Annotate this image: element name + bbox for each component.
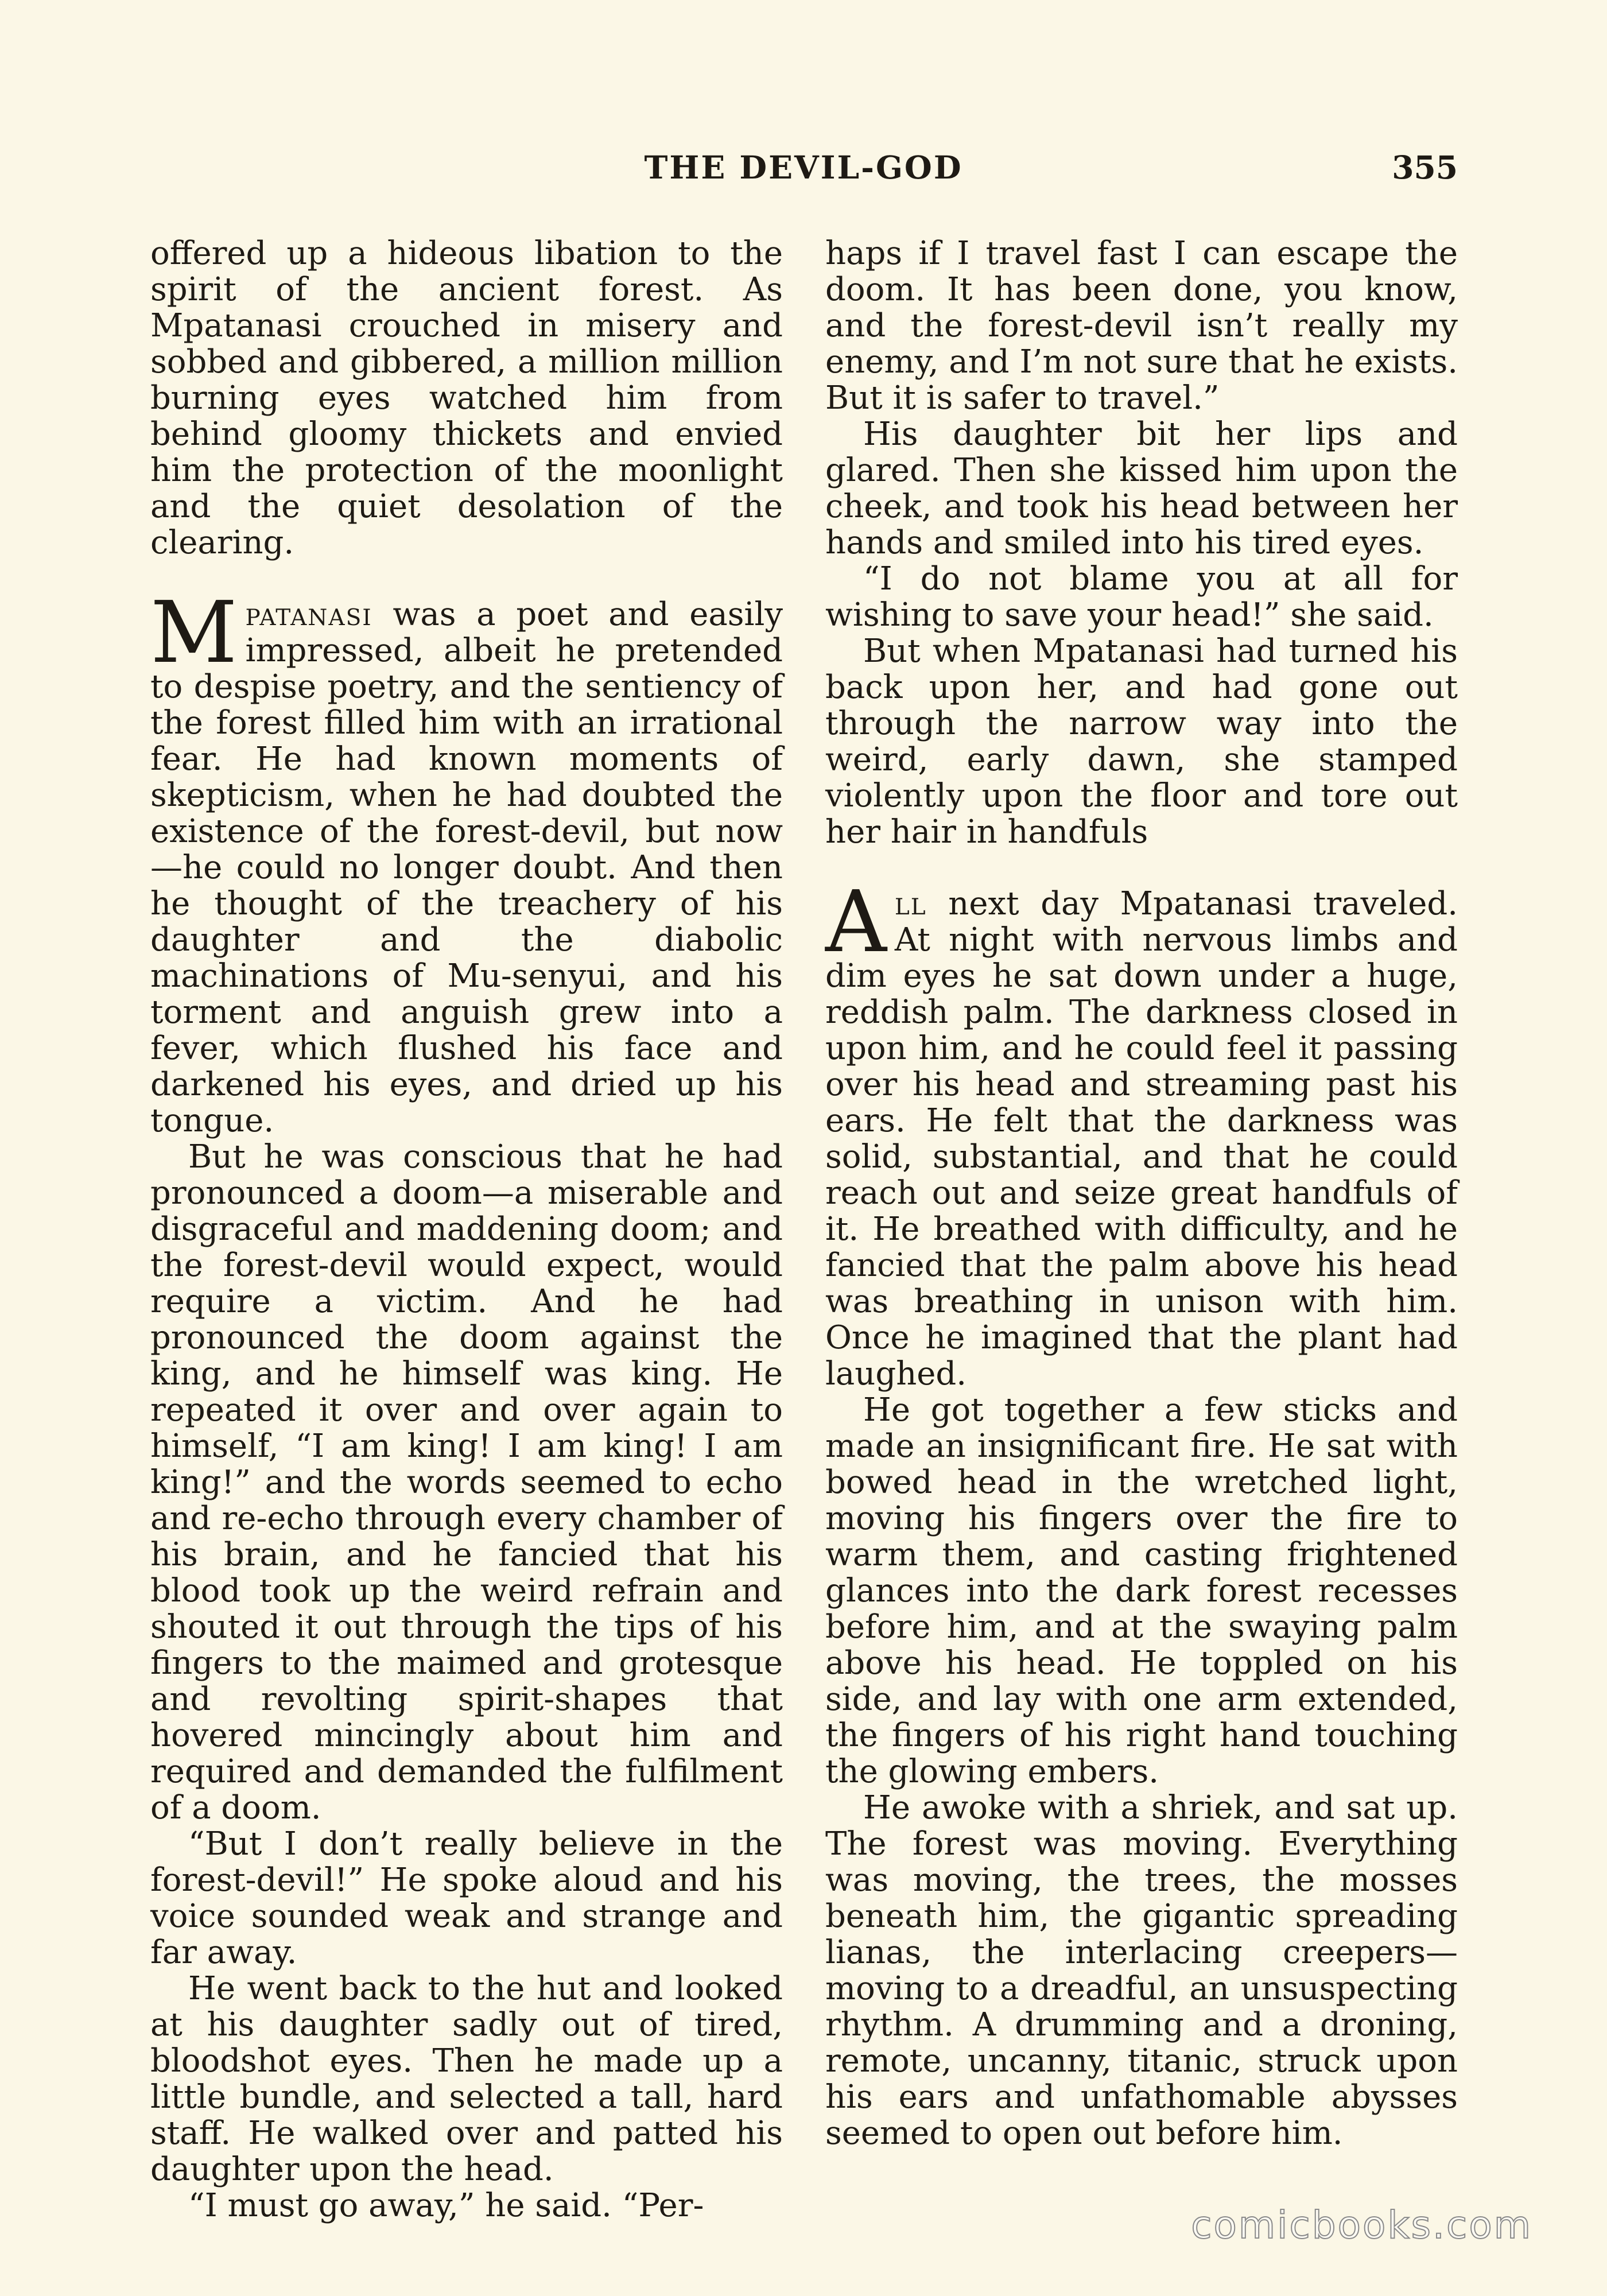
- small-caps-lead: patanasi: [245, 596, 372, 633]
- page-number: 355: [1392, 149, 1458, 186]
- paragraph: “I do not blame you at all for wishing to save your head!” she said.: [825, 560, 1458, 634]
- paragraph: His daughter bit her lips and glared. Then she kissed him upon the cheek, and took his head between her hands and smiled into his tired eyes.: [825, 416, 1458, 561]
- right-column: [825, 235, 1458, 2152]
- left-column: [150, 235, 783, 2224]
- paragraph: “But I don’t really believe in the forest-devil!” He spoke aloud and his voice sounded weak and strange and far away.: [150, 1825, 783, 1971]
- page-header: [149, 145, 1458, 191]
- watermark: comicbooks.com: [1191, 2203, 1532, 2247]
- small-caps-lead: ll: [894, 885, 927, 922]
- paragraph-text: was a poet and easily impressed, albeit he pretended to despise poetry, and the sentiency of the forest filled him with an irrational fear. He had known moments of skepticism, when he had doubted the existence of the forest-devil, but now—he could no longer doubt. And then he thought of the treachery of his daughter and the diabolic machinations of Mu-senyui, and his torment and anguish grew into a fever, which flushed his face and darkened his eyes, and dried up his tongue.: [150, 596, 783, 1139]
- paragraph: He got together a few sticks and made an insignificant fire. He sat with bowed head in the wretched light, moving his fingers over the fire to warm them, and casting frightened glances into the dark forest recesses before him, and at the swaying palm above his head. He toppled on his side, and lay with one arm extended, the fingers of his right hand touching the glowing embers.: [825, 1391, 1458, 1790]
- paragraph: But he was conscious that he had pronounced a doom—a miserable and disgraceful and maddening doom; and the forest-devil would expect, would require a victim. And he had pronounced the doom against the king, and he himself was king. He repeated it over and over again to himself, “I am king! I am king! I am king!” and the words seemed to echo and re-echo through every chamber of his brain, and he fancied that his blood took up the weird refrain and shouted it out through the tips of his fingers to the maimed and grotesque and revolting spirit-shapes that hovered mincingly about him and required and demanded the fulfilment of a doom.: [150, 1138, 783, 1826]
- paragraph: “I must go away,” he said. “Per-: [188, 2187, 704, 2224]
- paragraph-section-start: [825, 872, 1458, 1393]
- paragraph: offered up a hideous libation to the spirit of the ancient forest. As Mpatanasi crouched in misery and sobbed and gibbered, a million million burning eyes watched him from behind gloomy thickets and envied him the protection of the moonlight and the quiet desolation of the clearing.: [150, 235, 783, 561]
- paragraph-text: next day Mpatanasi traveled. At night with nervous limbs and dim eyes he sat down under a huge, reddish palm. The darkness closed in upon him, and he could feel it passing over his head and streaming past his ears. He felt that the darkness was solid, substantial, and that he could reach out and seize great handfuls of it. He breathed with difficulty, and he fancied that the palm above his head was breathing in unison with him. Once he imagined that the plant had laughed.: [825, 885, 1458, 1393]
- paragraph: He awoke with a shriek, and sat up. The forest was moving. Everything was moving, the trees, the mosses beneath him, the gigantic spreading lianas, the interlacing creepers—moving to a dreadful, an unsuspecting rhythm. A drumming and a droning, remote, uncanny, titanic, struck upon his ears and unfathomable abysses seemed to open out before him.: [825, 1789, 1458, 2152]
- drop-cap: M: [150, 583, 238, 682]
- paragraph: haps if I travel fast I can escape the doom. It has been done, you know, and the forest-devil isn’t really my enemy, and I’m not sure that he exists. But it is safer to travel.”: [825, 235, 1458, 417]
- paragraph: He went back to the hut and looked at his daughter sadly out of tired, bloodshot eyes. Then he made up a little bundle, and selected a tall, hard staff. He walked over and patted his daughter upon the head.: [150, 1970, 783, 2188]
- running-title: THE DEVIL-GOD: [644, 149, 963, 186]
- paragraph: But when Mpatanasi had turned his back upon her, and had gone out through the narrow way into the weird, early dawn, she stamped violently upon the floor and tore out her hair in handfuls: [825, 633, 1458, 851]
- drop-cap: A: [825, 872, 887, 971]
- paragraph-section-start: [150, 583, 783, 1139]
